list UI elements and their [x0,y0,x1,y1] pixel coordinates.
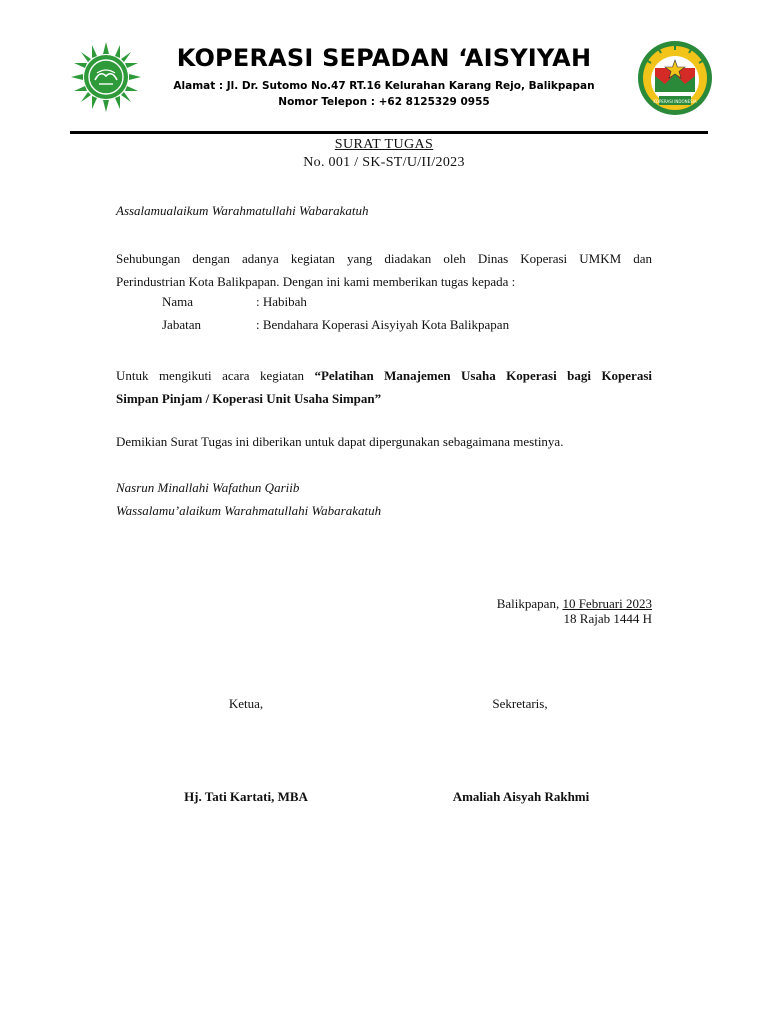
organization-address: Alamat : Jl. Dr. Sutomo No.47 RT.16 Kelurahan Karang Rejo, Balikpapan [173,80,595,92]
purpose-event-line-1: “Pelatihan Manajemen Usaha Koperasi bagi Koperasi [314,368,652,383]
signature-role-sekretaris: Sekretaris, [492,696,548,711]
intro-line-2: Perindustrian Kota Balikpapan. Dengan ini kami memberikan tugas kepada : [116,274,516,289]
letter-title-wrap [0,137,768,153]
signature-name-ketua: Hj. Tati Kartati, MBA [184,789,308,804]
field-label-nama: Nama [162,294,194,309]
intro-line-1: Sehubungan dengan adanya kegiatan yang diadakan oleh Dinas Koperasi UMKM dan [116,251,652,266]
letter-title: SURAT TUGAS [334,137,434,152]
farewell: Wassalamu’alaikum Warahmatullahi Wabarakatuh [116,503,382,518]
organization-phone: Nomor Telepon : +62 8125329 0955 [278,96,490,108]
organization-name: KOPERASI SEPADAN ‘AISYIYAH [176,44,592,72]
place-date [497,596,652,612]
date: 10 Februari 2023 [562,596,652,611]
logo-caption: KOPERASI INDONESIA [653,99,697,104]
field-value-jabatan: : Bendahara Koperasi Aisyiyah Kota Balikpapan [256,317,510,332]
signature-name-sekretaris: Amaliah Aisyah Rakhmi [452,789,590,804]
place: Balikpapan, [496,596,563,611]
closing-statement: Demikian Surat Tugas ini diberikan untuk dapat dipergunakan sebagaimana mestinya. [116,434,564,449]
purpose-prefix: Untuk mengikuti acara kegiatan [116,368,315,383]
field-value-nama: : Habibah [256,294,307,309]
signature-role-ketua: Ketua, [228,696,264,711]
letter-number: No. 001 / SK-ST/U/II/2023 [303,155,465,170]
greeting: Assalamualaikum Warahmatullahi Wabarakatuh [116,203,369,218]
prayer: Nasrun Minallahi Wafathun Qariib [116,480,300,495]
purpose-line-1 [116,364,652,387]
header-divider [70,131,708,134]
hijri-date: 18 Rajab 1444 H [563,611,652,626]
field-label-jabatan: Jabatan [162,317,201,332]
purpose-event-line-2: Simpan Pinjam / Koperasi Unit Usaha Simpan” [116,391,382,406]
